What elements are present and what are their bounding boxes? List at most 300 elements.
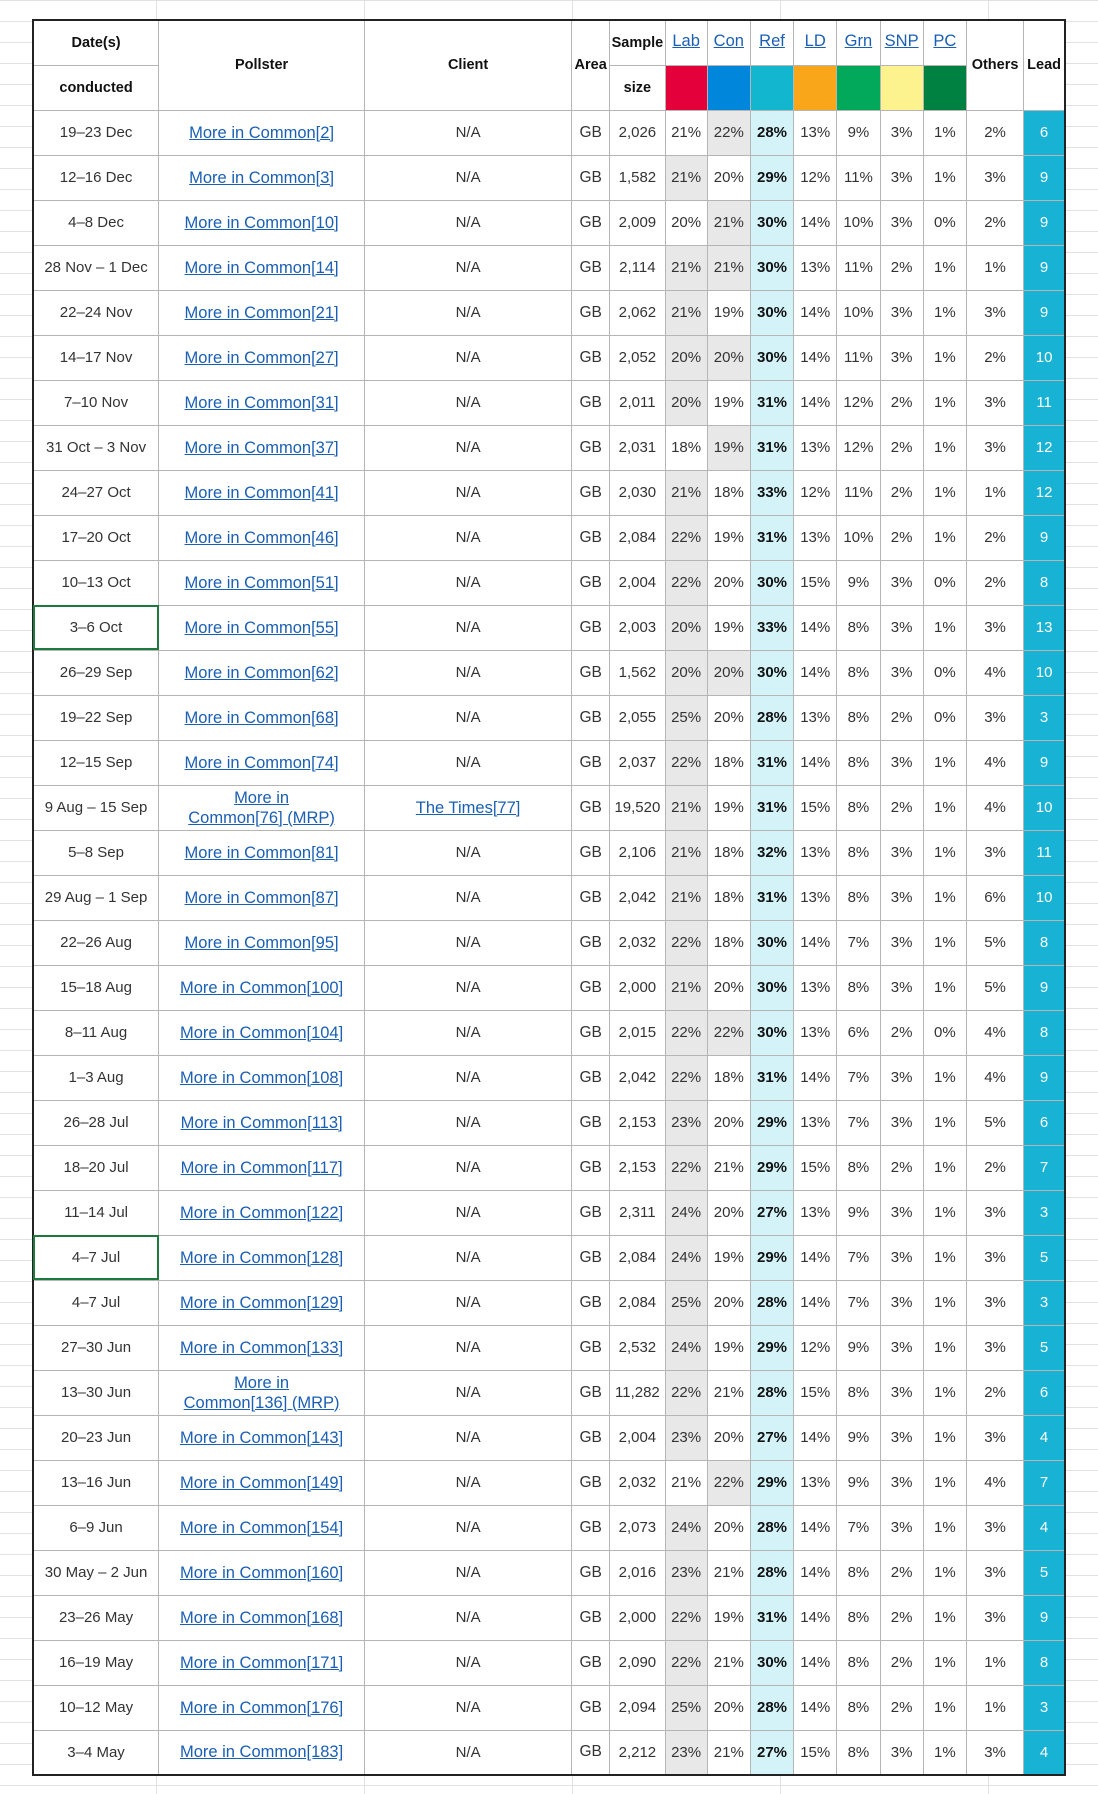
lab-share-cell[interactable]: 23% xyxy=(665,1730,707,1775)
lab-share-cell[interactable]: 24% xyxy=(665,1235,707,1280)
snp-share-cell[interactable]: 3% xyxy=(880,1100,923,1145)
pc-share-cell[interactable]: 1% xyxy=(923,1595,966,1640)
con-share-cell[interactable]: 19% xyxy=(707,785,750,830)
client-cell[interactable] xyxy=(365,470,572,515)
sample-size-cell[interactable]: 2,037 xyxy=(610,740,665,785)
sample-size-cell[interactable]: 2,016 xyxy=(610,1550,665,1595)
lab-share-cell[interactable]: 22% xyxy=(665,740,707,785)
date-cell[interactable]: 4–8 Dec xyxy=(33,200,159,245)
con-share-cell[interactable]: 20% xyxy=(707,965,750,1010)
lab-share-cell[interactable]: 23% xyxy=(665,1415,707,1460)
date-cell[interactable]: 3–6 Oct xyxy=(33,605,159,650)
lab-share-cell[interactable]: 21% xyxy=(665,245,707,290)
date-cell[interactable]: 22–26 Aug xyxy=(33,920,159,965)
date-cell[interactable]: 13–16 Jun xyxy=(33,1460,159,1505)
sample-size-cell[interactable]: 2,084 xyxy=(610,1235,665,1280)
date-cell[interactable]: 26–28 Jul xyxy=(33,1100,159,1145)
pc-share-cell[interactable]: 1% xyxy=(923,1280,966,1325)
con-share-cell[interactable]: 18% xyxy=(707,830,750,875)
client-cell[interactable] xyxy=(365,425,572,470)
pollster-cell[interactable] xyxy=(159,830,365,875)
party-link-snp[interactable]: SNP xyxy=(884,32,919,51)
client-value[interactable]: N/A xyxy=(455,1474,481,1491)
pollster-link[interactable]: More in Common[51] xyxy=(184,573,339,592)
pc-share-cell[interactable]: 1% xyxy=(923,1325,966,1370)
party-link-grn[interactable]: Grn xyxy=(844,32,873,51)
ref-share-cell[interactable]: 30% xyxy=(750,200,793,245)
sample-size-cell[interactable]: 2,212 xyxy=(610,1730,665,1775)
snp-share-cell[interactable]: 2% xyxy=(880,1640,923,1685)
lab-share-cell[interactable]: 25% xyxy=(665,695,707,740)
grn-share-cell[interactable]: 12% xyxy=(837,425,880,470)
pollster-cell[interactable] xyxy=(159,1145,365,1190)
con-share-cell[interactable]: 21% xyxy=(707,1730,750,1775)
date-cell[interactable]: 31 Oct – 3 Nov xyxy=(33,425,159,470)
others-header[interactable]: Others xyxy=(966,20,1023,110)
area-cell[interactable]: GB xyxy=(572,740,610,785)
ref-share-cell[interactable]: 30% xyxy=(750,290,793,335)
lab-share-cell[interactable]: 20% xyxy=(665,200,707,245)
client-cell[interactable] xyxy=(365,1190,572,1235)
others-share-cell[interactable]: 3% xyxy=(966,1550,1023,1595)
con-share-cell[interactable]: 21% xyxy=(707,245,750,290)
ld-share-cell[interactable]: 13% xyxy=(794,515,837,560)
pollster-link[interactable]: More in Common[100] xyxy=(179,978,344,997)
pollster-link[interactable]: More in Common[76] (MRP) xyxy=(188,788,335,827)
client-value[interactable]: N/A xyxy=(455,1204,481,1221)
area-cell[interactable]: GB xyxy=(572,470,610,515)
client-value[interactable]: N/A xyxy=(455,619,481,636)
pollster-cell[interactable] xyxy=(159,1415,365,1460)
others-share-cell[interactable]: 1% xyxy=(966,470,1023,515)
ref-share-cell[interactable]: 29% xyxy=(750,1235,793,1280)
pollster-link[interactable]: More in Common[160] xyxy=(179,1563,344,1582)
ld-share-cell[interactable]: 15% xyxy=(794,785,837,830)
lead-cell[interactable]: 6 xyxy=(1024,1370,1065,1415)
others-share-cell[interactable]: 3% xyxy=(966,1325,1023,1370)
snp-share-cell[interactable]: 3% xyxy=(880,560,923,605)
sample-size-cell[interactable]: 2,106 xyxy=(610,830,665,875)
area-cell[interactable]: GB xyxy=(572,380,610,425)
others-share-cell[interactable]: 3% xyxy=(966,605,1023,650)
pollster-cell[interactable] xyxy=(159,740,365,785)
area-cell[interactable]: GB xyxy=(572,1595,610,1640)
con-share-cell[interactable]: 18% xyxy=(707,740,750,785)
grn-share-cell[interactable]: 8% xyxy=(837,1145,880,1190)
lead-cell[interactable]: 10 xyxy=(1024,335,1065,380)
pc-share-cell[interactable]: 1% xyxy=(923,1550,966,1595)
others-share-cell[interactable]: 2% xyxy=(966,200,1023,245)
con-share-cell[interactable]: 21% xyxy=(707,200,750,245)
pc-share-cell[interactable]: 1% xyxy=(923,290,966,335)
area-cell[interactable]: GB xyxy=(572,515,610,560)
ref-share-cell[interactable]: 29% xyxy=(750,1325,793,1370)
snp-share-cell[interactable]: 3% xyxy=(880,1370,923,1415)
others-share-cell[interactable]: 3% xyxy=(966,1730,1023,1775)
lab-share-cell[interactable]: 24% xyxy=(665,1325,707,1370)
con-share-cell[interactable]: 20% xyxy=(707,1190,750,1235)
client-value[interactable]: N/A xyxy=(455,1384,481,1401)
lead-cell[interactable]: 4 xyxy=(1024,1415,1065,1460)
ref-share-cell[interactable]: 28% xyxy=(750,1280,793,1325)
lead-cell[interactable]: 7 xyxy=(1024,1145,1065,1190)
lead-cell[interactable]: 8 xyxy=(1024,920,1065,965)
pc-share-cell[interactable]: 1% xyxy=(923,1505,966,1550)
lead-cell[interactable]: 5 xyxy=(1024,1235,1065,1280)
snp-share-cell[interactable]: 3% xyxy=(880,335,923,380)
grn-share-cell[interactable]: 8% xyxy=(837,1730,880,1775)
area-cell[interactable]: GB xyxy=(572,605,610,650)
pollster-cell[interactable] xyxy=(159,1460,365,1505)
pollster-cell[interactable] xyxy=(159,1010,365,1055)
ref-share-cell[interactable]: 31% xyxy=(750,785,793,830)
client-value[interactable]: N/A xyxy=(455,1609,481,1626)
client-value[interactable]: N/A xyxy=(455,1339,481,1356)
lead-cell[interactable]: 9 xyxy=(1024,1055,1065,1100)
con-share-cell[interactable]: 20% xyxy=(707,1685,750,1730)
pollster-link[interactable]: More in Common[62] xyxy=(184,663,339,682)
lab-share-cell[interactable]: 20% xyxy=(665,335,707,380)
pc-share-cell[interactable]: 1% xyxy=(923,335,966,380)
lead-cell[interactable]: 3 xyxy=(1024,695,1065,740)
grn-share-cell[interactable]: 6% xyxy=(837,1010,880,1055)
others-share-cell[interactable]: 2% xyxy=(966,1370,1023,1415)
snp-share-cell[interactable]: 3% xyxy=(880,740,923,785)
pollster-cell[interactable] xyxy=(159,1325,365,1370)
client-cell[interactable] xyxy=(365,695,572,740)
sample-size-cell[interactable]: 2,153 xyxy=(610,1145,665,1190)
others-share-cell[interactable]: 5% xyxy=(966,1100,1023,1145)
pollster-link[interactable]: More in Common[108] xyxy=(179,1068,344,1087)
client-cell[interactable] xyxy=(365,245,572,290)
lead-cell[interactable]: 3 xyxy=(1024,1280,1065,1325)
others-share-cell[interactable]: 4% xyxy=(966,650,1023,695)
client-cell[interactable] xyxy=(365,650,572,695)
client-cell[interactable] xyxy=(365,110,572,155)
pc-share-cell[interactable]: 0% xyxy=(923,650,966,695)
grn-share-cell[interactable]: 11% xyxy=(837,155,880,200)
con-share-cell[interactable]: 20% xyxy=(707,335,750,380)
grn-share-cell[interactable]: 8% xyxy=(837,650,880,695)
client-cell[interactable] xyxy=(365,1010,572,1055)
date-cell[interactable]: 24–27 Oct xyxy=(33,470,159,515)
date-cell[interactable]: 8–11 Aug xyxy=(33,1010,159,1055)
pc-share-cell[interactable]: 1% xyxy=(923,965,966,1010)
sample-size-cell[interactable]: 2,042 xyxy=(610,1055,665,1100)
ref-share-cell[interactable]: 29% xyxy=(750,1145,793,1190)
grn-share-cell[interactable]: 11% xyxy=(837,335,880,380)
grn-share-cell[interactable]: 10% xyxy=(837,290,880,335)
date-cell[interactable]: 10–12 May xyxy=(33,1685,159,1730)
ref-share-cell[interactable]: 29% xyxy=(750,1460,793,1505)
sample-size-cell[interactable]: 11,282 xyxy=(610,1370,665,1415)
pc-share-cell[interactable]: 1% xyxy=(923,1685,966,1730)
grn-share-cell[interactable]: 8% xyxy=(837,1550,880,1595)
area-cell[interactable]: GB xyxy=(572,290,610,335)
ref-share-cell[interactable]: 31% xyxy=(750,515,793,560)
party-header-con[interactable] xyxy=(707,20,750,65)
others-share-cell[interactable]: 3% xyxy=(966,425,1023,470)
lab-share-cell[interactable]: 21% xyxy=(665,875,707,920)
pc-share-cell[interactable]: 1% xyxy=(923,380,966,425)
pc-share-cell[interactable]: 1% xyxy=(923,1640,966,1685)
lead-cell[interactable]: 4 xyxy=(1024,1505,1065,1550)
others-share-cell[interactable]: 3% xyxy=(966,1595,1023,1640)
ref-share-cell[interactable]: 27% xyxy=(750,1730,793,1775)
snp-share-cell[interactable]: 2% xyxy=(880,1595,923,1640)
sample-size-cell[interactable]: 2,062 xyxy=(610,290,665,335)
ref-share-cell[interactable]: 28% xyxy=(750,695,793,740)
con-share-cell[interactable]: 19% xyxy=(707,290,750,335)
sample-size-cell[interactable]: 2,052 xyxy=(610,335,665,380)
date-cell[interactable]: 15–18 Aug xyxy=(33,965,159,1010)
lead-cell[interactable]: 9 xyxy=(1024,1595,1065,1640)
grn-share-cell[interactable]: 11% xyxy=(837,470,880,515)
party-header-grn[interactable] xyxy=(837,20,880,65)
ref-share-cell[interactable]: 31% xyxy=(750,380,793,425)
snp-share-cell[interactable]: 3% xyxy=(880,1460,923,1505)
lead-cell[interactable]: 12 xyxy=(1024,425,1065,470)
snp-share-cell[interactable]: 3% xyxy=(880,965,923,1010)
sample-size-cell[interactable]: 2,114 xyxy=(610,245,665,290)
grn-share-cell[interactable]: 7% xyxy=(837,920,880,965)
snp-share-cell[interactable]: 3% xyxy=(880,650,923,695)
lab-share-cell[interactable]: 25% xyxy=(665,1685,707,1730)
snp-share-cell[interactable]: 3% xyxy=(880,920,923,965)
others-share-cell[interactable]: 2% xyxy=(966,110,1023,155)
ref-share-cell[interactable]: 30% xyxy=(750,920,793,965)
con-share-cell[interactable]: 19% xyxy=(707,1595,750,1640)
party-header-ld[interactable] xyxy=(794,20,837,65)
date-cell[interactable]: 6–9 Jun xyxy=(33,1505,159,1550)
date-cell[interactable]: 12–15 Sep xyxy=(33,740,159,785)
sample-size-cell[interactable]: 2,094 xyxy=(610,1685,665,1730)
snp-share-cell[interactable]: 3% xyxy=(880,1415,923,1460)
ld-share-cell[interactable]: 13% xyxy=(794,1100,837,1145)
client-cell[interactable] xyxy=(365,1505,572,1550)
pollster-cell[interactable] xyxy=(159,425,365,470)
lab-share-cell[interactable]: 18% xyxy=(665,425,707,470)
area-cell[interactable]: GB xyxy=(572,1235,610,1280)
pollster-link[interactable]: More in Common[136] (MRP) xyxy=(183,1373,340,1412)
con-share-cell[interactable]: 20% xyxy=(707,1280,750,1325)
others-share-cell[interactable]: 3% xyxy=(966,1235,1023,1280)
pollster-link[interactable]: More in Common[128] xyxy=(179,1248,344,1267)
con-share-cell[interactable]: 21% xyxy=(707,1145,750,1190)
grn-share-cell[interactable]: 12% xyxy=(837,380,880,425)
others-share-cell[interactable]: 5% xyxy=(966,920,1023,965)
lead-cell[interactable]: 3 xyxy=(1024,1190,1065,1235)
party-link-lab[interactable]: Lab xyxy=(672,32,700,51)
pollster-cell[interactable] xyxy=(159,1595,365,1640)
lead-cell[interactable]: 11 xyxy=(1024,830,1065,875)
con-share-cell[interactable]: 18% xyxy=(707,470,750,515)
pollster-link[interactable]: More in Common[46] xyxy=(184,528,339,547)
date-cell[interactable]: 11–14 Jul xyxy=(33,1190,159,1235)
pollster-link[interactable]: More in Common[81] xyxy=(184,843,339,862)
lab-share-cell[interactable]: 21% xyxy=(665,965,707,1010)
sample-size-cell[interactable]: 2,009 xyxy=(610,200,665,245)
client-cell[interactable] xyxy=(365,1325,572,1370)
area-cell[interactable]: GB xyxy=(572,695,610,740)
pc-share-cell[interactable]: 1% xyxy=(923,740,966,785)
client-link[interactable]: The Times[77] xyxy=(415,798,521,817)
area-header[interactable]: Area xyxy=(572,20,610,110)
pollster-link[interactable]: More in Common[21] xyxy=(184,303,339,322)
ref-share-cell[interactable]: 28% xyxy=(750,1505,793,1550)
con-share-cell[interactable]: 20% xyxy=(707,1505,750,1550)
others-share-cell[interactable]: 3% xyxy=(966,1505,1023,1550)
ref-share-cell[interactable]: 28% xyxy=(750,1685,793,1730)
sample-size-cell[interactable]: 2,084 xyxy=(610,1280,665,1325)
client-cell[interactable] xyxy=(365,1100,572,1145)
pc-share-cell[interactable]: 1% xyxy=(923,1145,966,1190)
area-cell[interactable]: GB xyxy=(572,650,610,695)
ld-share-cell[interactable]: 14% xyxy=(794,1280,837,1325)
pc-share-cell[interactable]: 1% xyxy=(923,920,966,965)
others-share-cell[interactable]: 4% xyxy=(966,785,1023,830)
lead-cell[interactable]: 5 xyxy=(1024,1325,1065,1370)
area-cell[interactable]: GB xyxy=(572,425,610,470)
pc-share-cell[interactable]: 1% xyxy=(923,245,966,290)
pollster-cell[interactable] xyxy=(159,1640,365,1685)
lead-cell[interactable]: 8 xyxy=(1024,1010,1065,1055)
grn-share-cell[interactable]: 9% xyxy=(837,560,880,605)
date-cell[interactable]: 17–20 Oct xyxy=(33,515,159,560)
area-cell[interactable]: GB xyxy=(572,200,610,245)
pollster-link[interactable]: More in Common[95] xyxy=(184,933,339,952)
grn-share-cell[interactable]: 11% xyxy=(837,245,880,290)
client-cell[interactable] xyxy=(365,965,572,1010)
ld-share-cell[interactable]: 15% xyxy=(794,1730,837,1775)
client-value[interactable]: N/A xyxy=(455,349,481,366)
lab-share-cell[interactable]: 21% xyxy=(665,1460,707,1505)
area-cell[interactable]: GB xyxy=(572,245,610,290)
area-cell[interactable]: GB xyxy=(572,110,610,155)
area-cell[interactable]: GB xyxy=(572,1325,610,1370)
sample-size-cell[interactable]: 2,032 xyxy=(610,1460,665,1505)
pollster-cell[interactable] xyxy=(159,1730,365,1775)
others-share-cell[interactable]: 2% xyxy=(966,1145,1023,1190)
con-share-cell[interactable]: 20% xyxy=(707,650,750,695)
ref-share-cell[interactable]: 28% xyxy=(750,1550,793,1595)
client-cell[interactable] xyxy=(365,1550,572,1595)
lab-share-cell[interactable]: 22% xyxy=(665,1370,707,1415)
pc-share-cell[interactable]: 0% xyxy=(923,1010,966,1055)
pollster-link[interactable]: More in Common[31] xyxy=(184,393,339,412)
snp-share-cell[interactable]: 2% xyxy=(880,1685,923,1730)
client-value[interactable]: N/A xyxy=(455,1699,481,1716)
lead-cell[interactable]: 9 xyxy=(1024,200,1065,245)
pollster-cell[interactable] xyxy=(159,1190,365,1235)
con-share-cell[interactable]: 20% xyxy=(707,695,750,740)
others-share-cell[interactable]: 3% xyxy=(966,155,1023,200)
grn-share-cell[interactable]: 8% xyxy=(837,605,880,650)
area-cell[interactable]: GB xyxy=(572,1280,610,1325)
pc-share-cell[interactable]: 1% xyxy=(923,1055,966,1100)
pollster-cell[interactable] xyxy=(159,1505,365,1550)
client-cell[interactable] xyxy=(365,380,572,425)
pollster-cell[interactable] xyxy=(159,1280,365,1325)
date-cell[interactable]: 23–26 May xyxy=(33,1595,159,1640)
pollster-link[interactable]: More in Common[117] xyxy=(180,1158,343,1177)
snp-share-cell[interactable]: 3% xyxy=(880,1505,923,1550)
sample-size-cell[interactable]: 2,011 xyxy=(610,380,665,425)
lead-cell[interactable]: 4 xyxy=(1024,1730,1065,1775)
snp-share-cell[interactable]: 3% xyxy=(880,1730,923,1775)
con-share-cell[interactable]: 21% xyxy=(707,1370,750,1415)
ref-share-cell[interactable]: 28% xyxy=(750,110,793,155)
client-value[interactable]: N/A xyxy=(455,1743,481,1761)
lab-share-cell[interactable]: 21% xyxy=(665,110,707,155)
lab-share-cell[interactable]: 24% xyxy=(665,1190,707,1235)
snp-share-cell[interactable]: 3% xyxy=(880,830,923,875)
pollster-cell[interactable] xyxy=(159,200,365,245)
lab-share-cell[interactable]: 23% xyxy=(665,1550,707,1595)
lab-share-cell[interactable]: 22% xyxy=(665,560,707,605)
lab-share-cell[interactable]: 22% xyxy=(665,1595,707,1640)
client-value[interactable]: N/A xyxy=(455,1249,481,1266)
lead-cell[interactable]: 9 xyxy=(1024,245,1065,290)
pollster-cell[interactable] xyxy=(159,650,365,695)
pollster-cell[interactable] xyxy=(159,920,365,965)
ld-share-cell[interactable]: 13% xyxy=(794,1460,837,1505)
area-cell[interactable]: GB xyxy=(572,1505,610,1550)
pollster-cell[interactable] xyxy=(159,560,365,605)
area-cell[interactable]: GB xyxy=(572,1145,610,1190)
sample-size-cell[interactable]: 2,030 xyxy=(610,470,665,515)
client-cell[interactable] xyxy=(365,740,572,785)
client-cell[interactable] xyxy=(365,1460,572,1505)
date-cell[interactable]: 5–8 Sep xyxy=(33,830,159,875)
lab-share-cell[interactable]: 22% xyxy=(665,1055,707,1100)
client-cell[interactable] xyxy=(365,1595,572,1640)
lab-share-cell[interactable]: 20% xyxy=(665,380,707,425)
snp-share-cell[interactable]: 2% xyxy=(880,1010,923,1055)
ref-share-cell[interactable]: 30% xyxy=(750,245,793,290)
pollster-link[interactable]: More in Common[113] xyxy=(180,1113,343,1132)
pc-share-cell[interactable]: 0% xyxy=(923,200,966,245)
ref-share-cell[interactable]: 27% xyxy=(750,1415,793,1460)
area-cell[interactable]: GB xyxy=(572,155,610,200)
lab-share-cell[interactable]: 21% xyxy=(665,155,707,200)
lead-cell[interactable]: 6 xyxy=(1024,1100,1065,1145)
pollster-cell[interactable] xyxy=(159,1550,365,1595)
sample-size-cell[interactable]: 2,153 xyxy=(610,1100,665,1145)
sample-size-cell[interactable]: 2,532 xyxy=(610,1325,665,1370)
lead-cell[interactable]: 11 xyxy=(1024,380,1065,425)
pollster-link[interactable]: More in Common[37] xyxy=(184,438,339,457)
snp-share-cell[interactable]: 2% xyxy=(880,425,923,470)
pollster-cell[interactable] xyxy=(159,965,365,1010)
others-share-cell[interactable]: 1% xyxy=(966,1640,1023,1685)
con-share-cell[interactable]: 18% xyxy=(707,920,750,965)
client-cell[interactable] xyxy=(365,830,572,875)
ld-share-cell[interactable]: 15% xyxy=(794,1370,837,1415)
client-cell[interactable] xyxy=(365,200,572,245)
client-value[interactable]: N/A xyxy=(455,529,481,546)
con-share-cell[interactable]: 20% xyxy=(707,1100,750,1145)
con-share-cell[interactable]: 22% xyxy=(707,1010,750,1055)
ref-share-cell[interactable]: 30% xyxy=(750,1010,793,1055)
area-cell[interactable]: GB xyxy=(572,1370,610,1415)
ld-share-cell[interactable]: 14% xyxy=(794,605,837,650)
grn-share-cell[interactable]: 9% xyxy=(837,1190,880,1235)
con-share-cell[interactable]: 22% xyxy=(707,110,750,155)
ref-share-cell[interactable]: 33% xyxy=(750,605,793,650)
grn-share-cell[interactable]: 7% xyxy=(837,1235,880,1280)
party-link-ld[interactable]: LD xyxy=(804,32,826,51)
